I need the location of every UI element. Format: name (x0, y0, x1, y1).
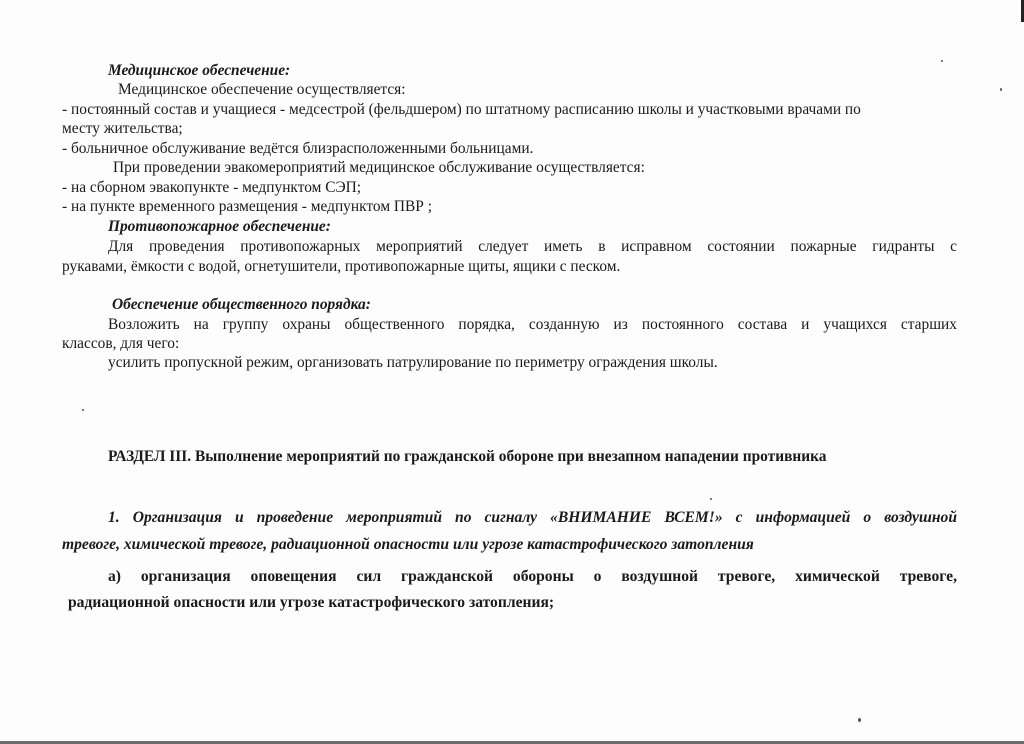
order-heading: Обеспечение общественного порядка: (112, 296, 371, 313)
scan-speck (1000, 88, 1002, 91)
medical-evac-item-2: - на пункте временного размещения - медпунктом ПВР ; (62, 198, 432, 215)
medical-evac-intro: При проведении эвакомероприятий медицинское обслуживание осуществляется: (113, 159, 645, 176)
fire-text-line-1: Для проведения противопожарных мероприятий следует иметь в исправном состоянии пожарные гидранты с (108, 238, 957, 255)
scan-speck (858, 718, 861, 722)
order-text-line-2: классов, для чего: (62, 335, 180, 352)
section-3-sub-a-line-1: а) организация оповещения сил гражданской обороны о воздушной тревоге, химической тревоге, (108, 568, 957, 585)
order-text-line-1: Возложить на группу охраны общественного порядка, созданную из постоянного состава и учащихся старших (108, 316, 957, 333)
fire-text-line-2: рукавами, ёмкости с водой, огнетушители, противопожарные щиты, ящики с песком. (62, 258, 621, 275)
medical-item-1-line-1: - постоянный состав и учащиеся - медсестрой (фельдшером) по штатному расписанию школы и участковыми врачами по (62, 101, 861, 118)
medical-item-2: - больничное обслуживание ведётся близрасположенными больницами. (62, 140, 534, 157)
scan-speck (941, 60, 943, 62)
order-text-line-3: усилить пропускной режим, организовать патрулирование по периметру ограждения школы. (108, 354, 718, 371)
section-3-title: РАЗДЕЛ III. Выполнение мероприятий по гражданской обороне при внезапном нападении противника (108, 448, 827, 465)
medical-heading: Медицинское обеспечение: (108, 62, 291, 79)
scan-speck (710, 498, 712, 500)
medical-evac-item-1: - на сборном эвакопункте - медпунктом СЭП; (62, 179, 362, 196)
section-3-item-1-line-1: 1. Организация и проведение мероприятий по сигналу «ВНИМАНИЕ ВСЕМ!» с информацией о воздушной (108, 509, 957, 526)
medical-item-1-line-2: месту жительства; (62, 120, 183, 137)
section-3-sub-a-line-2: радиационной опасности или угрозе катастрофического затопления; (68, 594, 555, 611)
section-3-item-1-line-2: тревоге, химической тревоге, радиационной опасности или угрозе катастрофического затопления (62, 536, 754, 553)
fire-heading: Противопожарное обеспечение: (108, 218, 331, 235)
medical-intro: Медицинское обеспечение осуществляется: (118, 81, 406, 98)
scan-speck (82, 409, 84, 411)
